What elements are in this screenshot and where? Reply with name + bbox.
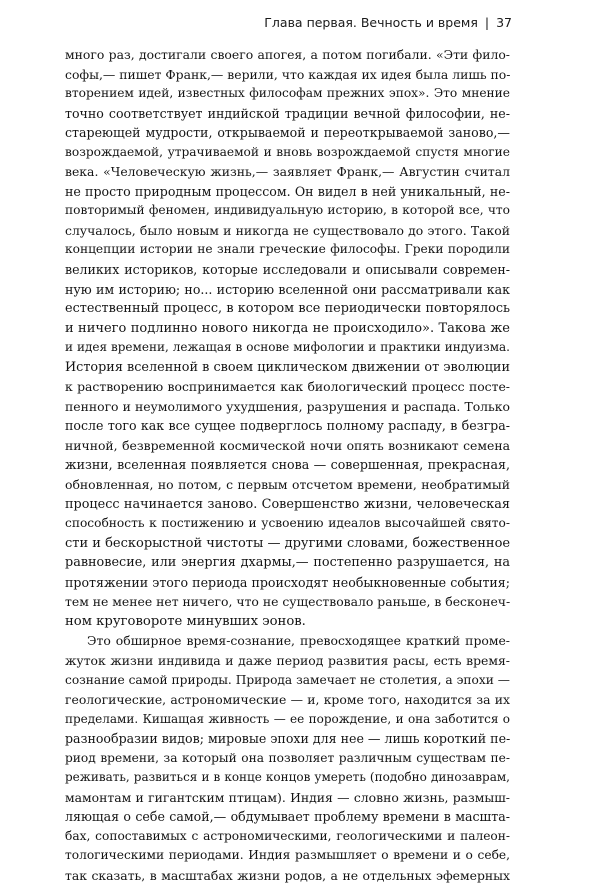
text-line: Это обширное время-сознание, превосходящее краткий проме- <box>87 633 510 649</box>
text-line: стареющей мудрости, открываемой и переоткрываемой заново,— <box>65 125 510 141</box>
text-line: и идея времени, лежащая в основе мифологии и практики индуизма. <box>65 340 510 355</box>
text-line: к растворению воспринимается как биологический процесс посте- <box>65 379 510 395</box>
text-line: сознание самой природы. Природа замечает не столетия, а эпохи — <box>65 672 510 687</box>
chapter-title: Глава первая. Вечность и время <box>264 15 478 30</box>
text-line: повторимый феномен, индивидуальную историю, в которой все, что <box>65 203 510 218</box>
text-line: бах, сопоставимых с астрономическими, геологическими и палеон- <box>65 828 510 843</box>
text-line: естественный процесс, в котором все периодически повторялось <box>65 301 510 317</box>
text-line: концепции истории не знали греческие философы. Греки породили <box>65 242 510 257</box>
paragraph <box>65 631 510 885</box>
text-line: жизни, вселенная появляется снова — совершенная, прекрасная, <box>65 457 510 473</box>
text-line: великих историков, которые исследовали и описывали современ- <box>65 262 510 278</box>
text-line: века. «Человеческую жизнь,— заявляет Франк,— Августин считал <box>65 164 510 180</box>
running-header <box>264 15 512 30</box>
text-line: равновесие, или энергия дхармы,— постепенно разрушается, на <box>65 555 510 571</box>
text-line: сти и бескорыстной чистоты — другими словами, божественное <box>65 535 511 551</box>
text-line: протяжении этого периода происходят необыкновенные события; <box>65 574 510 590</box>
text-line: риод времени, за который она позволяет различным существам пе- <box>65 750 510 765</box>
text-line: разнообразии видов; мировые эпохи для нее — лишь короткий пе- <box>65 731 511 747</box>
text-line: тем не менее нет ничего, что не существовало раньше, в бесконеч- <box>65 594 511 610</box>
text-line: вторением идей, известных философам прежних эпох». Это мнение <box>65 86 510 101</box>
text-line: пенного и неумолимого ухудшения, разрушения и распада. Только <box>65 398 510 414</box>
header-separator: | <box>484 15 490 30</box>
text-line: точно соответствует индийской традиции вечной философии, не- <box>65 105 510 121</box>
text-line: и ничего подлинно нового никогда не происходило». Такова же <box>65 320 510 336</box>
text-line: софы,— пишет Франк,— верили, что каждая их идея была лишь по- <box>65 66 511 82</box>
text-line: случалось, было новым и никогда не существовало до этого. Такой <box>65 222 510 238</box>
text-line: ляющая о себе самой,— обдумывает проблему времени в масшта- <box>65 809 510 825</box>
text-line: возрождаемой, утрачиваемой и вновь возрождаемой спустя многие <box>65 144 510 159</box>
text-line: реживать, развиться и в конце концов умереть (подобно динозаврам, <box>65 770 510 785</box>
paragraph <box>65 45 510 631</box>
text-line: обновленная, но потом, с первым отсчетом времени, необратимый <box>65 477 510 493</box>
text-line: после того как все сущее подверглось полному распаду, в безгра- <box>65 418 510 434</box>
text-line: ном круговороте минувших эонов. <box>65 613 306 629</box>
text-line: процесс начинается заново. Совершенство жизни, человеческая <box>65 496 510 512</box>
text-line: тологическими периодами. Индия размышляет о времени и о себе, <box>65 848 510 863</box>
text-line: История вселенной в своем циклическом движении от эволюции <box>65 359 510 375</box>
body-text <box>65 45 510 886</box>
text-line: так сказать, в масштабах жизни родов, а не отдельных эфемерных <box>65 867 510 883</box>
text-line: ную им историю; но... историю вселенной они рассматривали как <box>65 281 510 297</box>
text-line: не просто природным процессом. Он видел в ней уникальный, не- <box>65 183 510 199</box>
text-line: мамонтам и гигантским птицам). Индия — словно жизнь, размыш- <box>65 789 510 805</box>
text-line: геологические, астрономические — и, кроме того, находится за их <box>65 692 510 708</box>
page-number: 37 <box>496 15 512 30</box>
text-line: жуток жизни индивида и даже период развития расы, есть время- <box>65 652 510 668</box>
text-line: пределами. Кишащая живность — ее порождение, и она заботится о <box>65 711 510 726</box>
text-line: ничной, безвременной космической ночи опять возникают семена <box>65 437 510 453</box>
text-line: много раз, достигали своего апогея, а потом погибали. «Эти фило- <box>65 47 510 62</box>
text-line: способность к постижению и усвоению идеалов высочайшей свято- <box>65 516 510 531</box>
